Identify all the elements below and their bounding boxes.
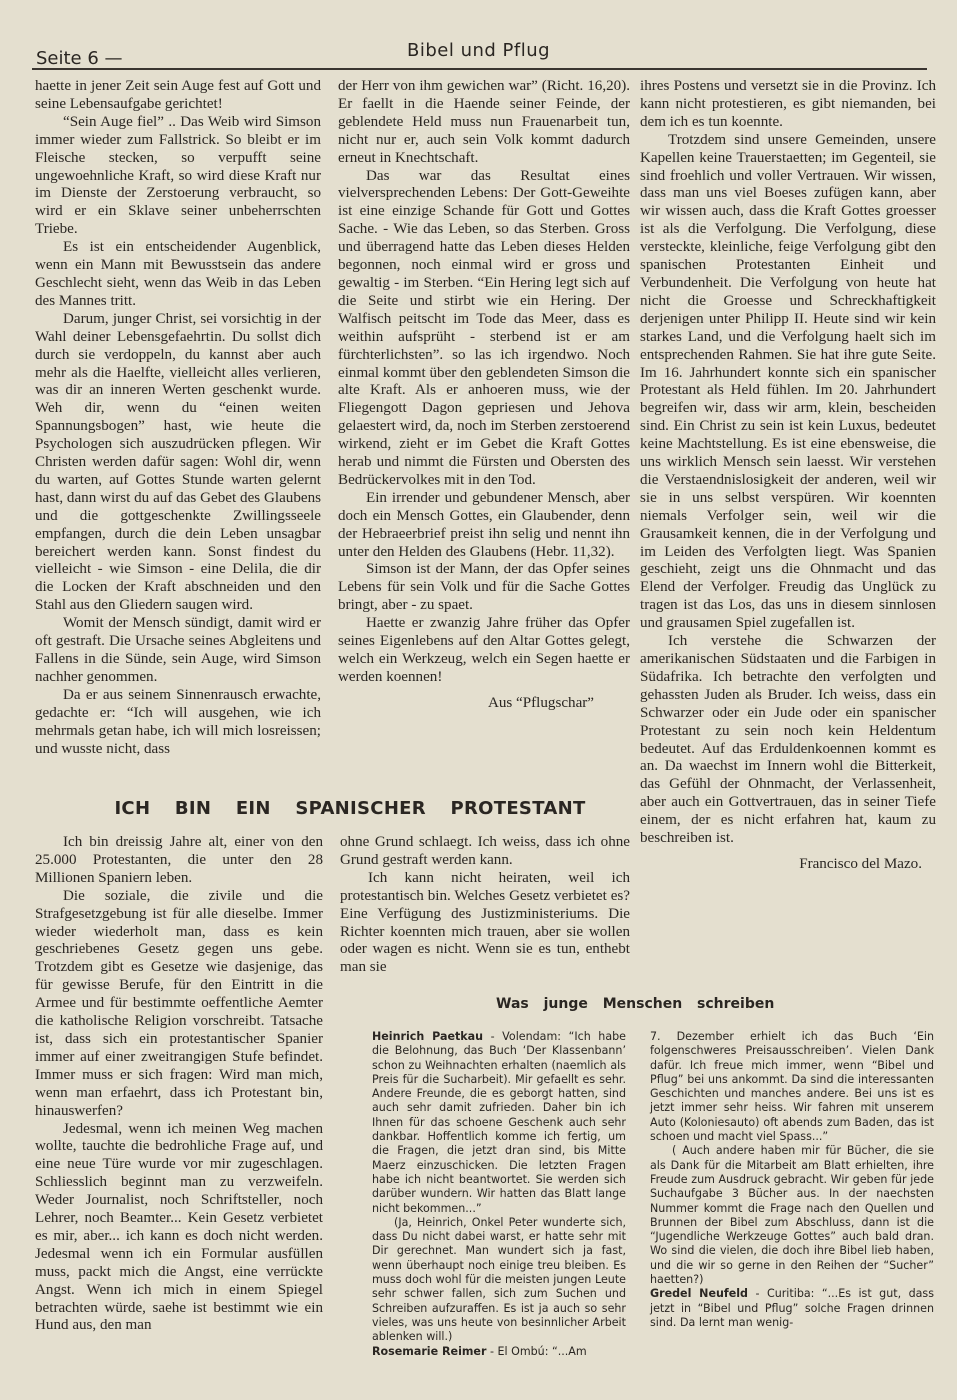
letter-author: Heinrich Paetkau: [372, 1030, 484, 1043]
letters-heading: Was junge Menschen schreiben: [496, 996, 775, 1012]
paragraph: Ich kann nicht heiraten, weil ich protestantisch bin. Welches Gesetz verbietet es? Eine Verfügung des Justizministeriums. Die Richter koennten mich trauen, aber sie wollen oder wagen es nicht. Wenn sie es tun, enthebt man sie: [340, 869, 630, 976]
article2-column-3: [640, 78, 936, 874]
paragraph: Ein irrender und gebundener Mensch, aber doch ein Mensch Gottes, ein Glaubender, denn der Hebraeerbrief preist ihn selig und nennt ihn unter den Helden des Glaubens (Hebr. 11,32).: [338, 489, 630, 560]
letters-column-1: [372, 1030, 626, 1359]
letter-author: Rosemarie Reimer: [372, 1344, 487, 1358]
letter-text: (Ja, Heinrich, Onkel Peter wunderte sich, dass Du nicht dabei warst, er hatte sehr mit Dir gerechnet. Man wundert sich ja fast, wenn überhaupt noch einige treu bleiben. Es muss doch wohl für die meisten jungen Leute sehr schwer fallen, sich zum Suchen und Schreiben aufzuraffen. Es ist ja auch so sehr vieles, was uns heute von besinnlicher Arbeit ablenken will.): [372, 1215, 626, 1344]
letter-text: ( Auch andere haben mir für Bücher, die sie als Dank für die Mitarbeit am Blatt erhielten, ihre Freude zum Ausdruck gebracht. Wir geben für jede Suchaufgabe 3 Bücher aus. In der naechsten Nummer kommt die Frage nach den Quellen und Brunnen der Bibel zum Abschluss, dann ist die “Jugendliche Werkzeuge Gottes” auch bald dran. Wo sind die vielen, die doch ihre Bibel lieb haben, und die wir so gerne in den Reihen der “Sucher” haetten?): [650, 1144, 934, 1287]
paragraph: ohne Grund schlaegt. Ich weiss, dass ich ohne Grund gestraft werden kann.: [340, 834, 630, 868]
article2-column-2: [340, 834, 630, 977]
letters-column-2: [650, 1030, 934, 1330]
letter-text: - Volendam: “Ich habe die Belohnung, das Buch ‘Der Klassenbann’ schon zu Weihnachten erhalten (naemlich als Preis für die Sucharbeit). Mir gefaellt es sehr. Andere Freunde, die es geborgt hatten, sind auch sehr damit zufrieden. Daher bin ich Ihnen für das schoene Geschenk auch sehr dankbar. Hoffentlich komme ich fertig, um die Fragen, die jetzt dran sind, bis Mitte Maerz einzuschicken. Die letzten Fragen habe ich nicht beantwortet. Sie werden sich darüber wundern. Wir hatten das Blatt lange nicht bekommen...”: [372, 1030, 626, 1215]
article2-column-1: [35, 834, 323, 1335]
paragraph: Ich verstehe die Schwarzen der amerikanischen Südstaaten und die Farbigen in Südafrika. Ich betrachte den verfolgten und gehassten Juden als Bruder. Ich weiss, dass ein Schwarzer oder ein Jude oder ein spanischer Protestant zu sein noch kein Heldentum bedeutet. Auf das Erduldenkoennen kommt es an. Da waechst im Innern wohl die Bitterkeit, das Gefühl der Ohnmacht, der Verlassenheit, aber auch ein Gottvertrauen, das in seiner Tiefe einem, der es nicht erfahren hat, kaum zu beschreiben ist.: [640, 633, 936, 847]
paragraph: Jedesmal, wenn ich meinen Weg machen wollte, tauchte die bedrohliche Frage auf, und eine neue Türe wurde vor mir zugeschlagen. Schliesslich beginnt man zu verzweifeln. Weder Journalist, noch Schriftsteller, noch Lehrer, noch Beamter... Kein Gesetz verbietet es mir, aber... ich kann es doch nicht werden. Jedesmal wenn ich ein Formular ausfüllen muss, packt mich die Angst, eine verrückte Angst. Wenn ich mich in einem Spiegel betrachten würde, saehe ist bestimmt wie ein Hund aus, den man: [35, 1120, 323, 1334]
article-author: Francisco del Mazo.: [799, 855, 922, 872]
paragraph: Da er aus seinem Sinnenrausch erwachte, gedachte er: “Ich will ausgehen, wie ich mehrmals getan habe, ich will mich losreissen; und wusste nicht, dass: [35, 686, 321, 757]
letter-reply: [650, 1144, 934, 1287]
article2-headline: ICH BIN EIN SPANISCHER PROTESTANT: [114, 798, 586, 819]
paragraph: Ich bin dreissig Jahre alt, einer von den 25.000 Protestanten, die unter den 28 Millionen Spaniern leben.: [35, 834, 323, 886]
paragraph: Simson ist der Mann, der das Opfer seines Lebens für sein Volk und für die Sache Gottes bringt, aber - zu spaet.: [338, 561, 630, 614]
paragraph: Das war das Resultat eines vielversprechenden Lebens: Der Gott-Geweihte ist eine einzige Schande für Gott und Gottes Sache. - Wie das Leben, so das Sterben. Gross und überragend hatte das Leben dieses Helden begonnen, noch einmal wird er gross und gewaltig - im Sterben. “Ein Hering legt sich auf die Seite und stirbt wie ein Hering. Der Walfisch peitscht im Tode das Meer, dass es weithin aufsprüht - sterbend ist er am fürchterlichsten”. so las ich irgendwo. Noch einmal kommt über den geblendeten Simson die alte Kraft. Als er anhoeren muss, wie der Fliegengott Dagon gepriesen und Jehova gelaestert wird, da, noch im Sterben zerstoerend wirkend, zieht er im Gebet die Kraft Gottes herab und nimmt die Fürsten und Obersten des Bedrückervolkes mit in den Tod.: [338, 167, 630, 488]
page-number: Seite 6 —: [36, 48, 123, 69]
paragraph: haette in jener Zeit sein Auge fest auf Gott und seine Lebensaufgabe gerichtet!: [35, 78, 321, 112]
letter-entry: [650, 1287, 934, 1330]
paragraph: ihres Postens und versetzt sie in die Provinz. Ich kann nicht protestieren, es gibt niemanden, bei dem ich es tun koennte.: [640, 78, 936, 130]
article-source: Aus “Pflugschar”: [487, 694, 594, 711]
letter-reply: [372, 1216, 626, 1345]
letter-text: - El Ombú: “...Am: [486, 1344, 587, 1358]
paragraph: Trotzdem sind unsere Gemeinden, unsere Kapellen keine Trauerstaetten; im Gegenteil, sie sind froehlich und voller Vertrauen. Wir wissen, dass man uns viel Boeses zufügen kann, aber wir wissen auch, dass die Kraft Gottes groesser ist als die Verfolgung. Die Verfolgung, diese versteckte, kleinliche, feige Verfolgung gibt den spanischen Protestanten Einheit und Verbundenheit. Die Verfolgung von heute hat nicht die Groesse und Schreckhaftigkeit derjenigen unter Philipp II. Heute sind wir kein starkes Land, und die Verfolgung haelt sich im entsprechenden Rahmen. Sie hat ihre gute Seite. Im 16. Jahrhundert konnte sich ein spanischer Protestant als Held fühlen. Im 20. Jahrhundert begreifen wir, dass wir arm, klein, bescheiden sind. Ein Christ zu sein ist kein Luxus, bedeutet keine Machtstellung. Es ist eine ebensweise, die uns wirklich Mensch sein laesst. Wir verstehen die Verstaendnislosigkeit der anderen, weil wir sie in uns selbst verspüren. Wir koennten niemals Verfolger sein, weil wir die Grausamkeit kennen, die in der Verfolgung und im Leiden des Verfolgten liegt. Was Spanien geschieht, zeigt uns die Ohnmacht und das Elend der Verfolger. Freudig das Unglück zu tragen ist das Los, das uns in diesem sinnlosen und grausamen Spiel zugefallen ist.: [640, 131, 936, 632]
article1-column-2: [338, 78, 630, 713]
paragraph: “Sein Auge fiel” .. Das Weib wird Simson immer wieder zum Fallstrick. So bleibt er im Fleische stecken, so verpufft seine ungewoehnliche Kraft, so wird diese Kraft nur im Dienste der Zerstoerung verbraucht, so wird er ein Sklave seiner unbeherrschten Triebe.: [35, 113, 321, 238]
paragraph: Darum, junger Christ, sei vorsichtig in der Wahl deiner Lebensgefaehrtin. Du sollst dich durch sie verdoppeln, du kannst aber auch mehr als die Haelfte, vielleicht alles verlieren, was dir an inneren Werten geschenkt wurde. Weh dir, wenn du “einen weiten Spannungsbogen” hast, wie heute die Psychologen sich auszudrücken pflegen. Wir Christen werden dafür sagen: Wohl dir, wenn du warten, auf Gottes Stunde warten gelernt hast, dann wirst du auf das Gebet des Glaubens und die gottgeschenkte Zwillingsseele empfangen, durch die dein Leben unsagbar bereichert werden kann. Sonst findest du vielleicht - wie Simson - eine Delila, die dir die Locken der Kraft abschneiden und den Stahl aus den Gliedern saugen wird.: [35, 310, 321, 614]
paragraph: der Herr von ihm gewichen war” (Richt. 16,20). Er faellt in die Haende seiner Feinde, der geblendete Held muss nun Frauenarbeit tun, nicht nur er, auch sein Volk kommt dadurch erneut in Knechtschaft.: [338, 78, 630, 166]
article1-column-1: [35, 78, 321, 758]
paragraph: Womit der Mensch sündigt, damit wird er oft gestraft. Die Ursache seines Abgleitens und Fallens in die Sünde, sein Auge, wird Simson nachher genommen.: [35, 615, 321, 685]
letter-entry: [372, 1030, 626, 1216]
letter-author: Gredel Neufeld: [650, 1287, 748, 1301]
letter-entry: [372, 1345, 626, 1359]
letter-text: - Curitiba: “...Es ist gut, dass jetzt in “Bibel und Pflug” solche Fragen drinnen sind. Da lernt man wenig-: [650, 1287, 934, 1329]
paragraph: Die soziale, die zivile und die Strafgesetzgebung ist für alle dieselbe. Immer wieder wiederholt man, dass es kein geschriebenes Gesetz gegen uns gebe. Trotzdem gibt es Gesetze wie dasjenige, das für gewisse Berufe, für den Eintritt in die Armee und für bestimmte oeffentliche Aemter die katholische Religion vorschreibt. Tatsache ist, dass sich ein protestantischer Spanier immer auf einer zweitrangigen Stufe befindet. Immer muss er sich fragen: Wird man mich, wenn man erfaehrt, dass ich Protestant bin, hinauswerfen?: [35, 887, 323, 1119]
paragraph: Haette er zwanzig Jahre früher das Opfer seines Eigenlebens auf den Altar Gottes gelegt, welch ein Werkzeug, welch ein Segen haette er werden koennen!: [338, 615, 630, 685]
letter-entry: [650, 1030, 934, 1144]
letter-text: 7. Dezember erhielt ich das Buch ‘Ein folgenschweres Preisausschreiben’. Vielen Dank dafür. Ich freue mich immer, wenn “Bibel und Pflug” bei uns ankommt. Da sind die interessanten Geschichten und manches andere. Bei uns ist es jetzt immer sehr heiss. Wir fahren mit unserem Auto (Koloniesauto) oft abends zum Baden, das ist schoen und macht viel Spass...”: [650, 1030, 934, 1144]
page-header: [32, 38, 927, 70]
paragraph: Es ist ein entscheidender Augenblick, wenn ein Mann mit Bewusstsein das andere Geschlecht sieht, wenn das Weib in das Leben des Mannes tritt.: [35, 239, 321, 309]
journal-title: Bibel und Pflug: [407, 40, 551, 61]
